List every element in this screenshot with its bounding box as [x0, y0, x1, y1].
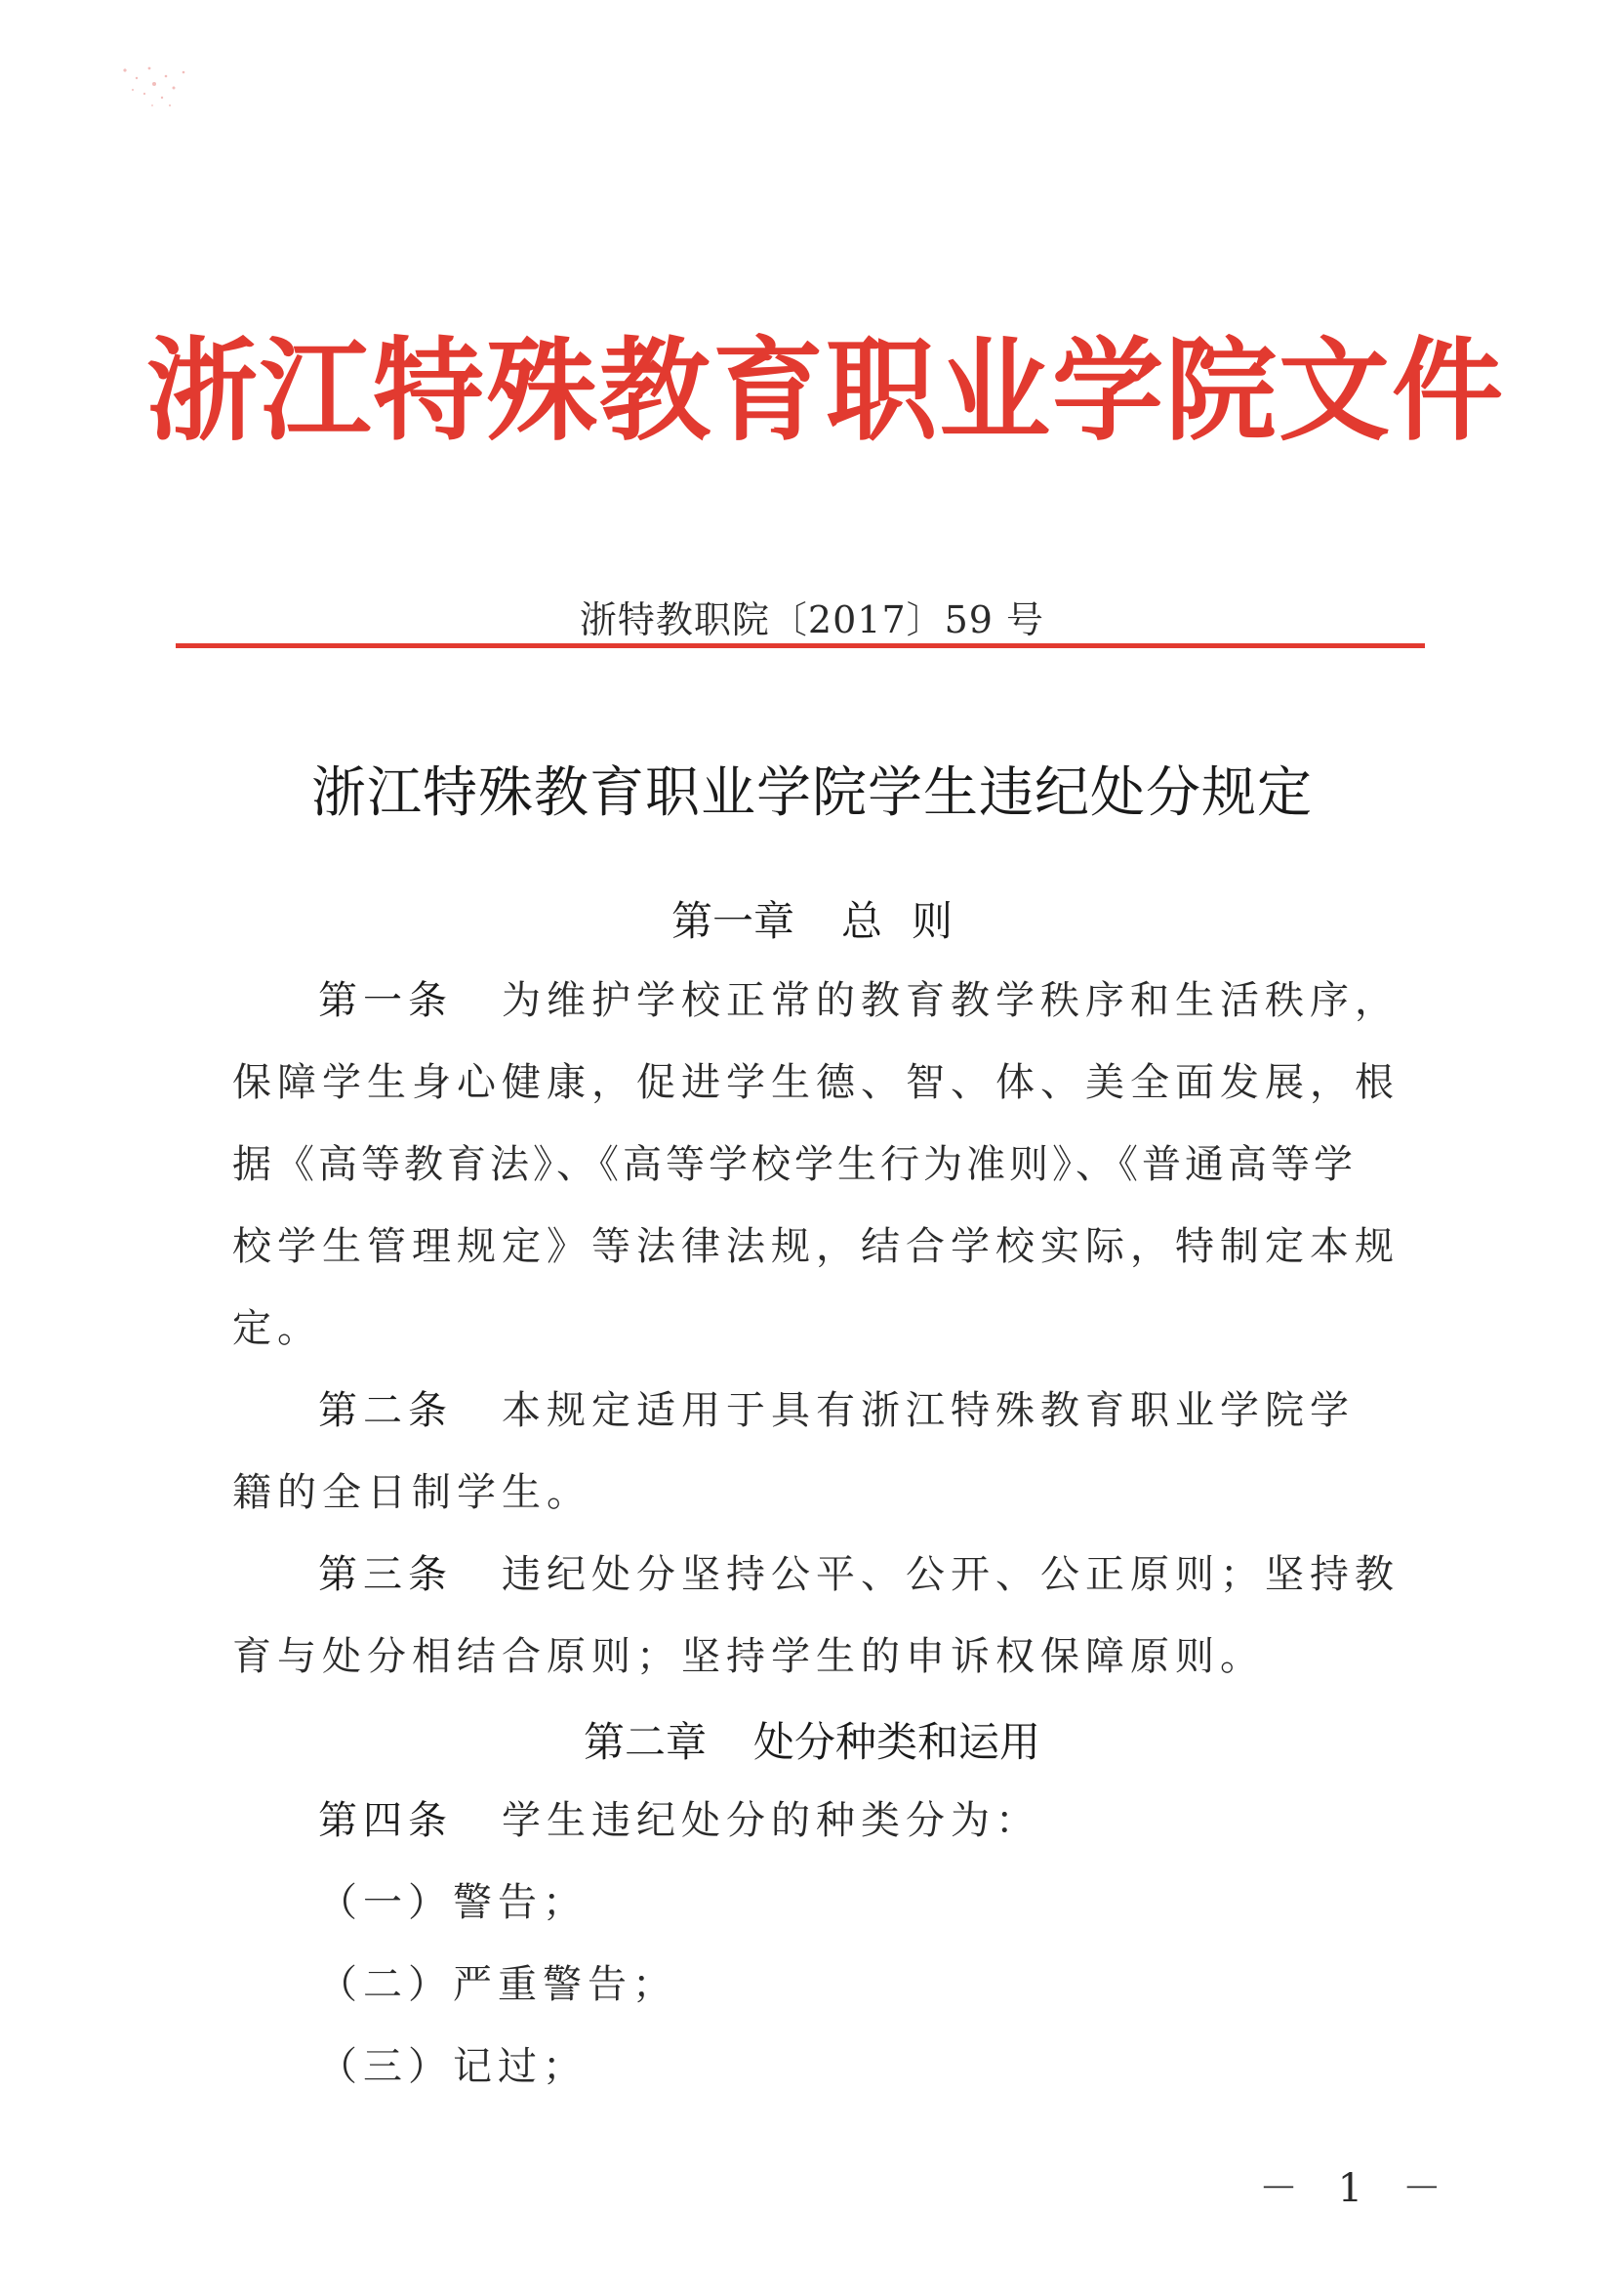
article-1-line-1: 第一条 为维护学校正常的教育教学秩序和生活秩序，: [318, 978, 1400, 1023]
article-2-line-1: 第二条 本规定适用于具有浙江特殊教育职业学院学: [318, 1388, 1355, 1433]
list-item-serious-warning: （二）严重警告；: [318, 1962, 677, 2007]
chapter-2-label: 第二章: [583, 1718, 707, 1766]
header-divider: [176, 643, 1425, 648]
article-1-line-3: 据《高等教育法》、《高等学校学生行为准则》、《普通高等学: [232, 1142, 1357, 1187]
document-title: 浙江特殊教育职业学院学生违纪处分规定: [311, 761, 1313, 825]
chapter-1-label: 第一章: [670, 897, 794, 945]
article-1-line-4: 校学生管理规定》等法律法规，结合学校实际，特制定本规: [232, 1224, 1400, 1269]
chapter-1-name-b: 则: [912, 897, 954, 945]
article-1-label: 第一条: [318, 978, 453, 1023]
chapter-2-name: 处分种类和运用: [753, 1718, 1041, 1766]
stamp-speckle: [115, 59, 203, 117]
article-2-label: 第二条: [318, 1388, 453, 1433]
article-4-label: 第四条: [318, 1798, 453, 1843]
chapter-1-heading: [0, 889, 1624, 948]
article-3-line-1: 第三条 违纪处分坚持公平、公开、公正原则；坚持教: [318, 1552, 1400, 1597]
article-4-line-1: 第四条 学生违纪处分的种类分为：: [318, 1798, 1040, 1843]
article-3-label: 第三条: [318, 1552, 453, 1597]
article-1-line-5: 定。: [232, 1306, 322, 1351]
article-1-line-2: 保障学生身心健康，促进学生德、智、体、美全面发展，根: [232, 1060, 1400, 1105]
document-number: 浙特教职院〔2017〕59 号: [579, 598, 1045, 641]
page-number: － 1 －: [1259, 2166, 1455, 2211]
issuer-header: 浙江特殊教育职业学院文件: [146, 325, 1506, 456]
chapter-1-name-a: 总: [840, 897, 882, 945]
list-item-warning: （一）警告；: [318, 1880, 588, 1925]
article-3-line-2: 育与处分相结合原则；坚持学生的申诉权保障原则。: [232, 1634, 1265, 1679]
article-2-line-2: 籍的全日制学生。: [232, 1470, 591, 1515]
chapter-2-heading: [0, 1710, 1624, 1769]
list-item-demerit: （三）记过；: [318, 2044, 588, 2089]
